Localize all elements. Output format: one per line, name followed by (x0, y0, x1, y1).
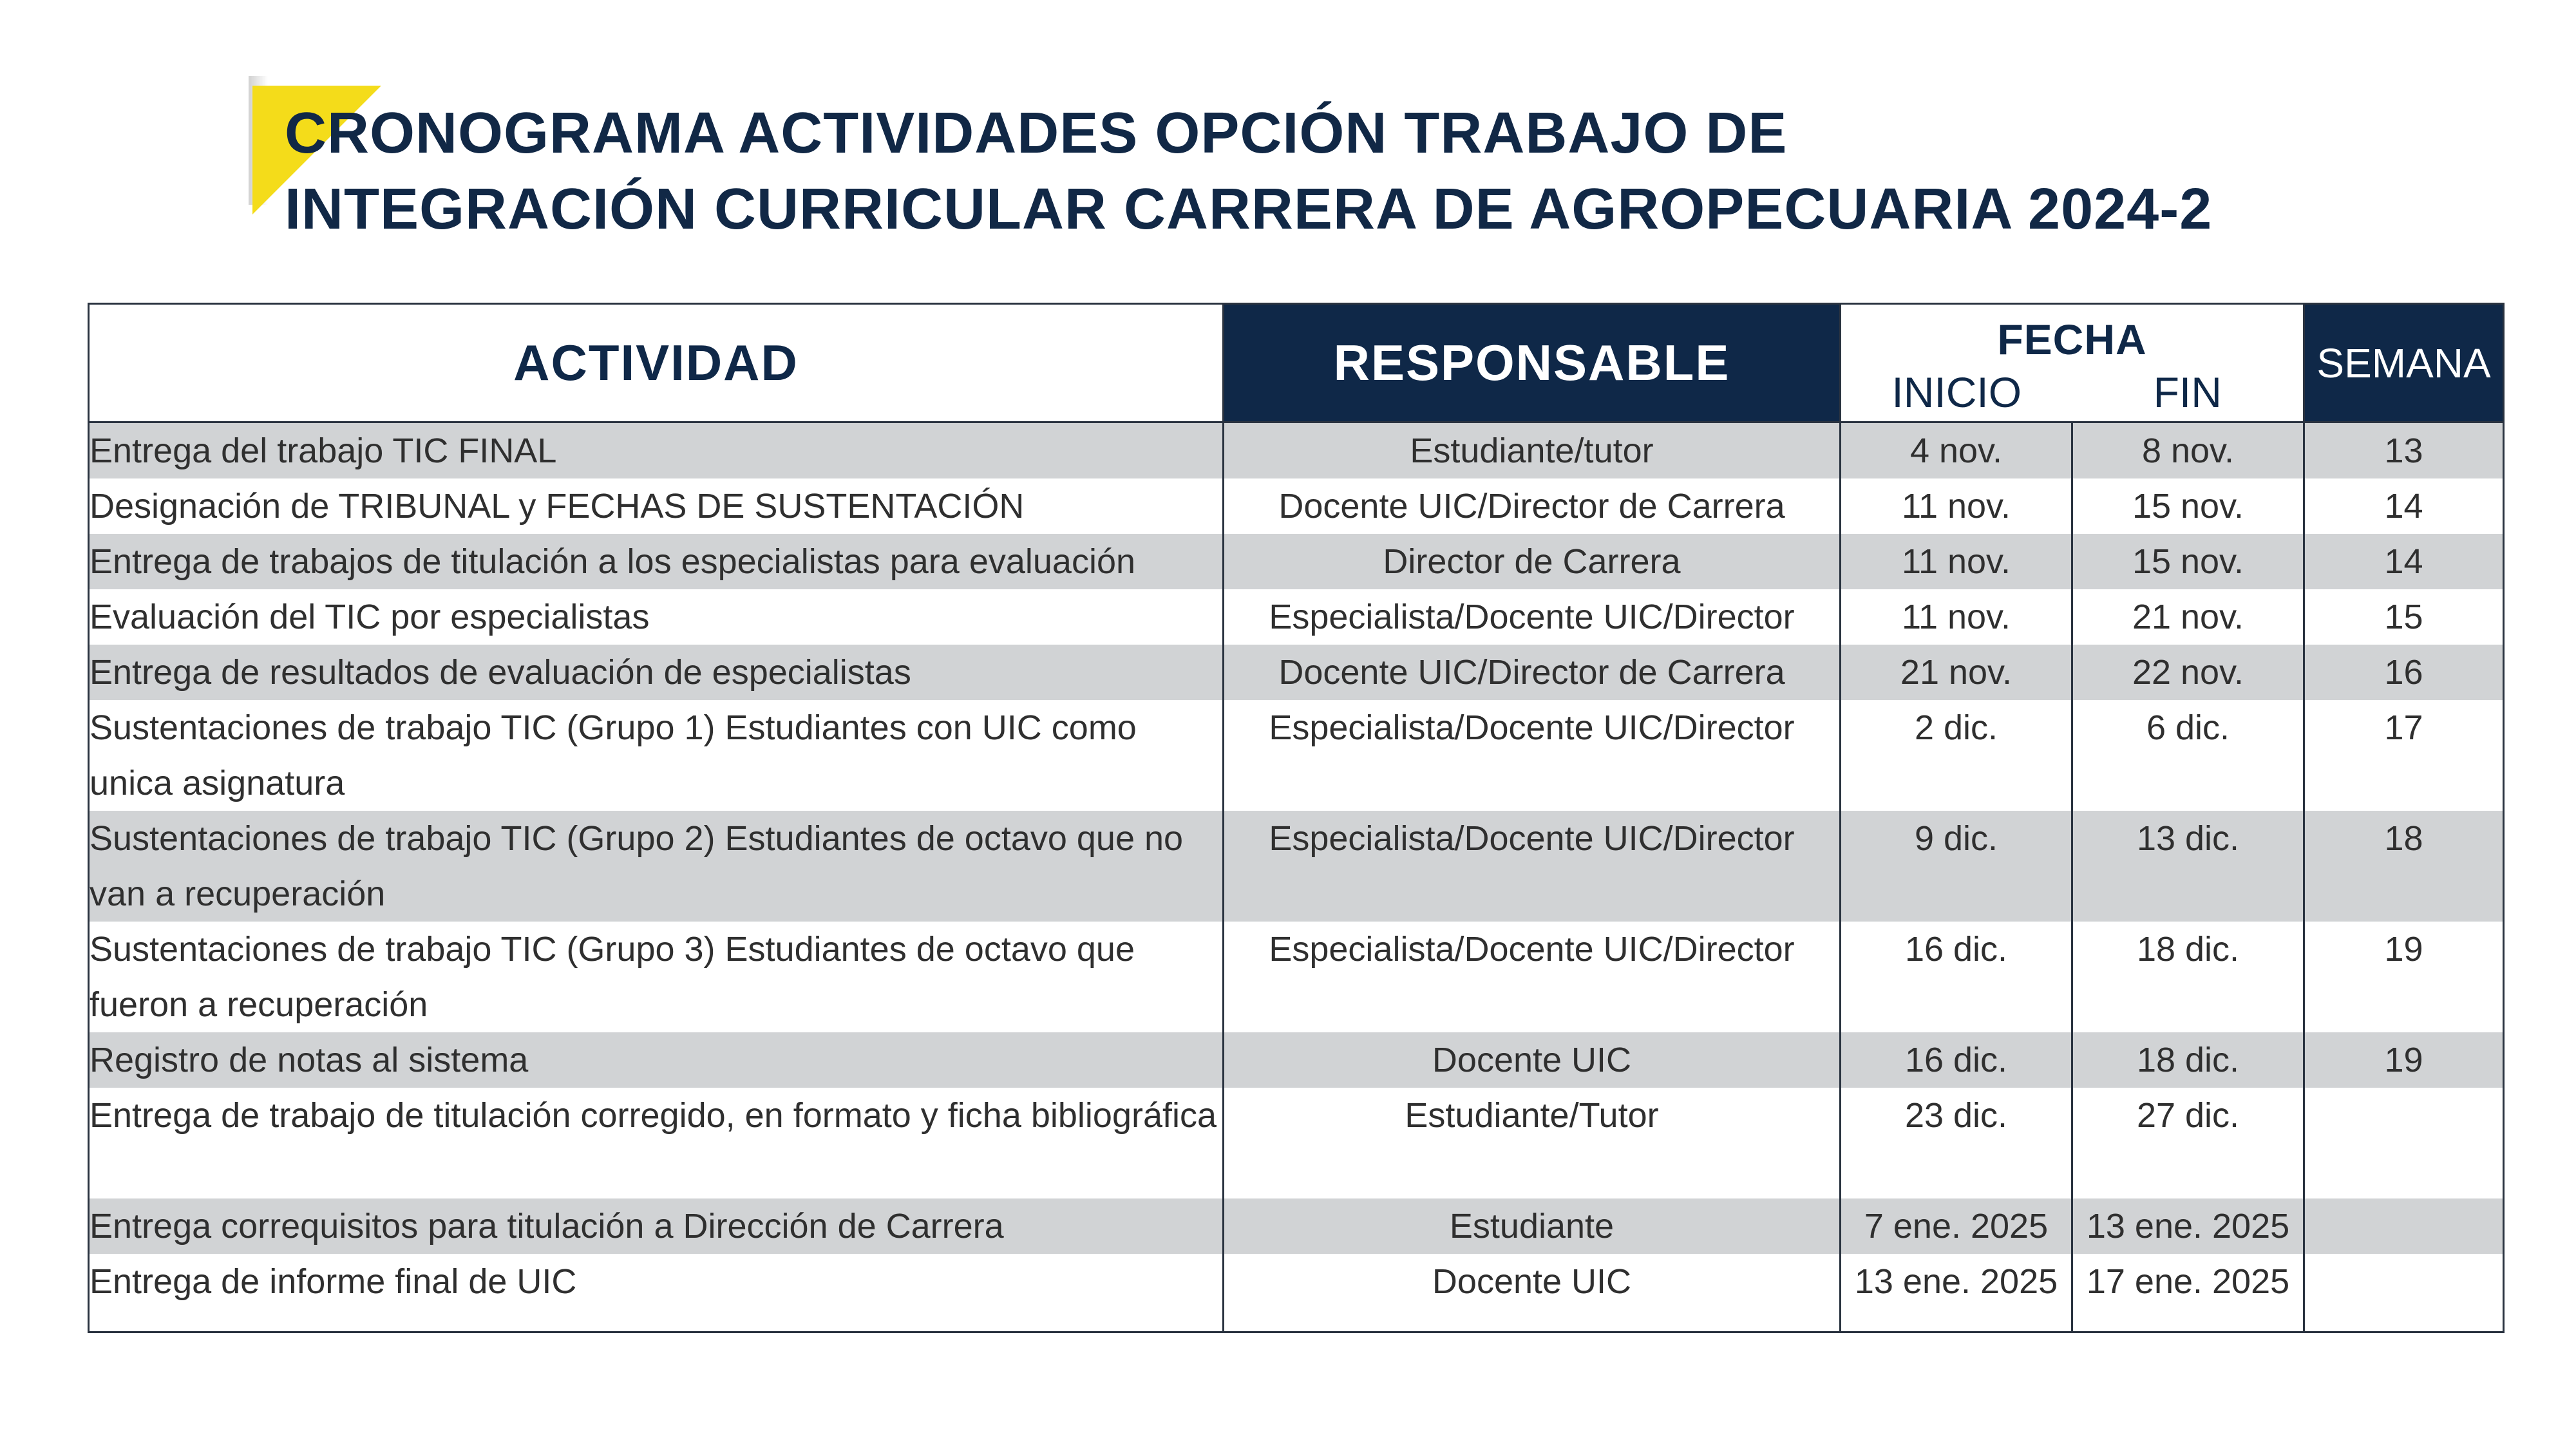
cell-semana: 13 (2304, 422, 2504, 479)
cell-semana (2304, 1198, 2504, 1254)
cell-inicio: 2 dic. (1841, 700, 2072, 811)
table-row (89, 1088, 2504, 1198)
cell-actividad: Sustentaciones de trabajo TIC (Grupo 3) Estudiantes de octavo que fueron a recuperación (89, 922, 1224, 1032)
page-title (285, 95, 2474, 247)
cell-responsable: Director de Carrera (1224, 534, 1841, 589)
cell-semana: 16 (2304, 645, 2504, 700)
header-inicio: INICIO (1891, 368, 2022, 416)
table-row (89, 1254, 2504, 1332)
cell-responsable: Docente UIC (1224, 1032, 1841, 1088)
cell-responsable: Especialista/Docente UIC/Director (1224, 589, 1841, 645)
cell-semana: 17 (2304, 700, 2504, 811)
header-fecha-label: FECHA (1997, 315, 2147, 363)
table-row (89, 811, 2504, 922)
cell-semana: 19 (2304, 1032, 2504, 1088)
table-row (89, 534, 2504, 589)
cell-semana (2304, 1254, 2504, 1332)
cell-actividad: Entrega correquisitos para titulación a Dirección de Carrera (89, 1198, 1224, 1254)
cell-responsable: Especialista/Docente UIC/Director (1224, 811, 1841, 922)
cell-responsable: Docente UIC (1224, 1254, 1841, 1332)
header-actividad: ACTIVIDAD (89, 304, 1224, 422)
cell-responsable: Especialista/Docente UIC/Director (1224, 922, 1841, 1032)
cell-fin: 22 nov. (2072, 645, 2304, 700)
table-row (89, 645, 2504, 700)
cell-inicio: 16 dic. (1841, 922, 2072, 1032)
cell-actividad: Sustentaciones de trabajo TIC (Grupo 2) Estudiantes de octavo que no van a recuperación (89, 811, 1224, 922)
cell-responsable: Docente UIC/Director de Carrera (1224, 645, 1841, 700)
cell-semana: 14 (2304, 478, 2504, 534)
cell-inicio: 7 ene. 2025 (1841, 1198, 2072, 1254)
cell-responsable: Estudiante (1224, 1198, 1841, 1254)
cell-fin: 18 dic. (2072, 922, 2304, 1032)
cell-actividad: Entrega de trabajos de titulación a los especialistas para evaluación (89, 534, 1224, 589)
cell-fin: 13 ene. 2025 (2072, 1198, 2304, 1254)
schedule-table (88, 303, 2505, 1333)
cell-fin: 6 dic. (2072, 700, 2304, 811)
cell-inicio: 11 nov. (1841, 589, 2072, 645)
cell-actividad: Evaluación del TIC por especialistas (89, 589, 1224, 645)
cell-actividad: Entrega de resultados de evaluación de especialistas (89, 645, 1224, 700)
page-title-line-1: CRONOGRAMA ACTIVIDADES OPCIÓN TRABAJO DE (285, 101, 1788, 166)
table-row (89, 922, 2504, 1032)
cell-inicio: 11 nov. (1841, 534, 2072, 589)
cell-responsable: Especialista/Docente UIC/Director (1224, 700, 1841, 811)
cell-fin: 15 nov. (2072, 478, 2304, 534)
cell-semana: 14 (2304, 534, 2504, 589)
cell-fin: 27 dic. (2072, 1088, 2304, 1198)
cell-fin: 18 dic. (2072, 1032, 2304, 1088)
cell-actividad: Designación de TRIBUNAL y FECHAS DE SUSTENTACIÓN (89, 478, 1224, 534)
cell-fin: 13 dic. (2072, 811, 2304, 922)
cell-inicio: 9 dic. (1841, 811, 2072, 922)
cell-inicio: 16 dic. (1841, 1032, 2072, 1088)
cell-inicio: 13 ene. 2025 (1841, 1254, 2072, 1332)
cell-actividad: Entrega del trabajo TIC FINAL (89, 422, 1224, 479)
cell-semana: 19 (2304, 922, 2504, 1032)
header-fecha (1841, 304, 2304, 422)
table-row (89, 1032, 2504, 1088)
table-row (89, 478, 2504, 534)
header-fin: FIN (2153, 368, 2222, 416)
cell-fin: 8 nov. (2072, 422, 2304, 479)
cell-inicio: 4 nov. (1841, 422, 2072, 479)
cell-actividad: Sustentaciones de trabajo TIC (Grupo 1) Estudiantes con UIC como unica asignatura (89, 700, 1224, 811)
table-row (89, 422, 2504, 479)
cell-actividad: Entrega de informe final de UIC (89, 1254, 1224, 1332)
table-row (89, 700, 2504, 811)
cell-fin: 15 nov. (2072, 534, 2304, 589)
table-header-row (89, 304, 2504, 422)
cell-inicio: 23 dic. (1841, 1088, 2072, 1198)
cell-semana: 15 (2304, 589, 2504, 645)
table-row (89, 1198, 2504, 1254)
cell-responsable: Estudiante/tutor (1224, 422, 1841, 479)
cell-inicio: 11 nov. (1841, 478, 2072, 534)
cell-responsable: Docente UIC/Director de Carrera (1224, 478, 1841, 534)
cell-actividad: Entrega de trabajo de titulación corregido, en formato y ficha bibliográfica (89, 1088, 1224, 1198)
cell-semana (2304, 1088, 2504, 1198)
cell-actividad: Registro de notas al sistema (89, 1032, 1224, 1088)
cell-responsable: Estudiante/Tutor (1224, 1088, 1841, 1198)
header-semana: SEMANA (2304, 304, 2504, 422)
header-responsable: RESPONSABLE (1224, 304, 1841, 422)
cell-inicio: 21 nov. (1841, 645, 2072, 700)
cell-semana: 18 (2304, 811, 2504, 922)
page-title-line-2: INTEGRACIÓN CURRICULAR CARRERA DE AGROPECUARIA 2024-2 (285, 177, 2213, 242)
cell-fin: 21 nov. (2072, 589, 2304, 645)
table-row (89, 589, 2504, 645)
cell-fin: 17 ene. 2025 (2072, 1254, 2304, 1332)
